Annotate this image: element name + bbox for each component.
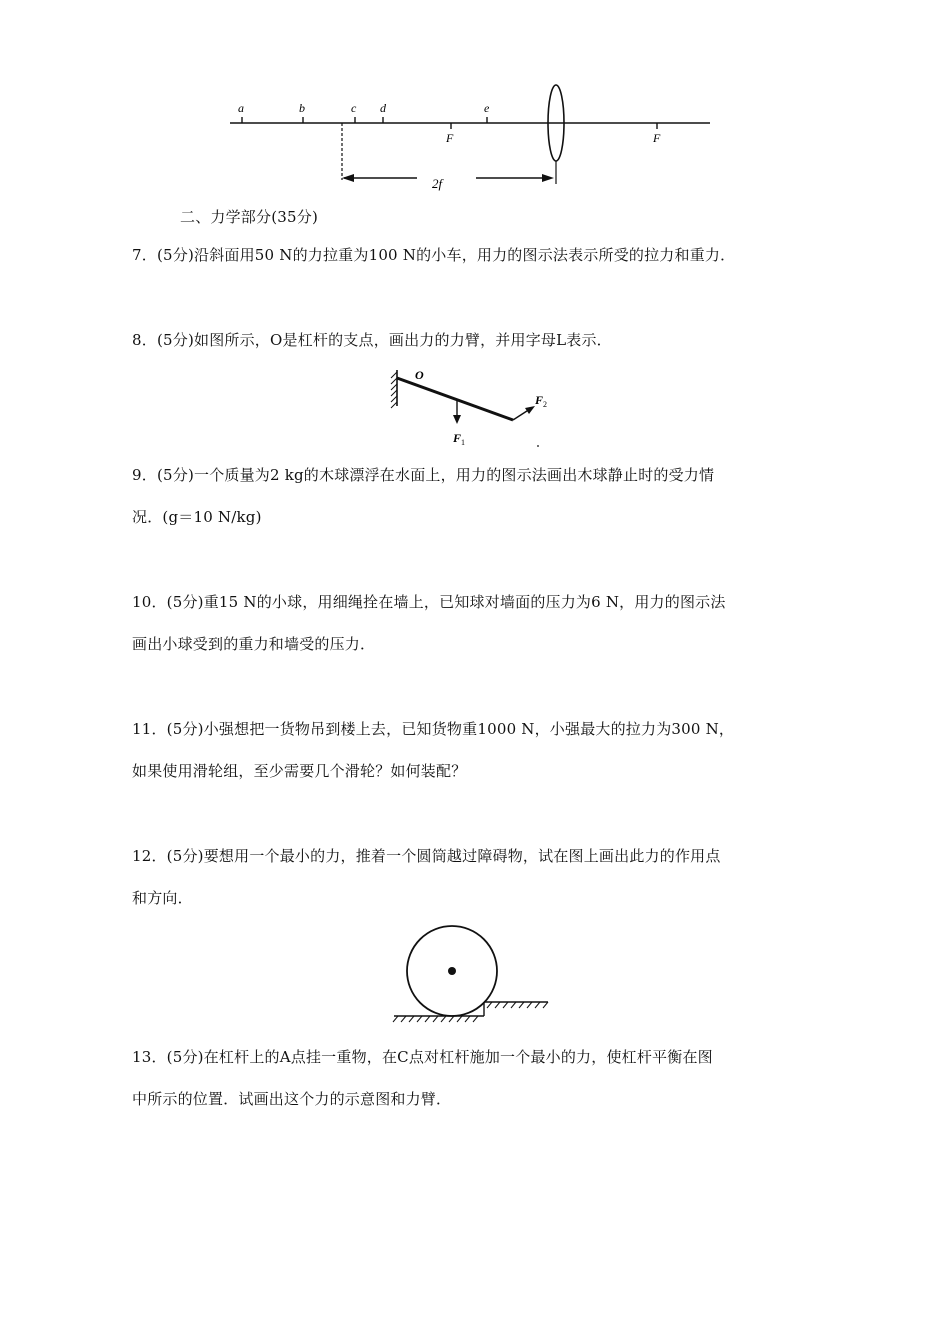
- question-9-line-2: 况．(g＝10 N/kg): [132, 508, 262, 526]
- force-f1-arrowhead: [453, 415, 461, 424]
- question-12-line-1: 12．(5分)要想用一个最小的力，推着一个圆筒越过障碍物，试在图上画出此力的作用点: [132, 847, 721, 865]
- label-d: d: [380, 101, 386, 115]
- question-12-line-2: 和方向．: [132, 889, 193, 907]
- question-11-line-2: 如果使用滑轮组，至少需要几个滑轮？如何装配？: [132, 762, 467, 780]
- cylinder-center: [448, 967, 456, 975]
- wall-hatching: [391, 372, 397, 408]
- f1-subscript: 1: [461, 438, 465, 447]
- label-focal-left: F: [446, 131, 454, 145]
- f2-label: F: [535, 393, 544, 407]
- label-e: e: [484, 101, 490, 115]
- section-heading: 二、力学部分(35分): [180, 208, 318, 226]
- label-focal-right: F: [653, 131, 661, 145]
- question-10-line-1: 10．(5分)重15 N的小球，用细绳拴在墙上，已知球对墙面的压力为6 N，用力的图示法: [132, 593, 726, 611]
- question-10-line-2: 画出小球受到的重力和墙受的压力．: [132, 635, 376, 653]
- lever-diagram: [385, 362, 565, 452]
- arrowhead-left: [342, 174, 354, 182]
- ground-high-hatching: [487, 1002, 548, 1008]
- f1-label: F: [453, 431, 462, 445]
- ground-low-hatching: [393, 1016, 478, 1022]
- label-b: b: [299, 101, 305, 115]
- question-13-line-2: 中所示的位置．试画出这个力的示意图和力臂．: [132, 1090, 452, 1108]
- question-8-line-1: 8．(5分)如图所示，O是杠杆的支点，画出力的力臂，并用字母L表示．: [132, 331, 612, 349]
- f2-subscript: 2: [543, 400, 547, 409]
- question-9-line-1: 9．(5分)一个质量为2 kg的木球漂浮在水面上，用力的图示法画出木球静止时的受力情: [132, 466, 715, 484]
- cylinder-diagram: [390, 925, 555, 1025]
- question-11-line-1: 11．(5分)小强想把一货物吊到楼上去，已知货物重1000 N，小强最大的拉力为300 N，: [132, 720, 735, 738]
- label-c: c: [351, 101, 357, 115]
- stray-dot: [537, 445, 539, 447]
- question-13-line-1: 13．(5分)在杠杆上的A点挂一重物，在C点对杠杆施加一个最小的力，使杠杆平衡在图: [132, 1048, 713, 1066]
- arrowhead-right: [542, 174, 554, 182]
- force-f2-arrowhead: [525, 406, 535, 414]
- question-7-line-1: 7．(5分)沿斜面用50 N的力拉重为100 N的小车，用力的图示法表示所受的拉力和重力．: [132, 246, 736, 264]
- pivot-label: O: [415, 368, 424, 382]
- lens-diagram: [220, 80, 720, 195]
- label-a: a: [238, 101, 244, 115]
- label-2f: 2f: [432, 176, 443, 191]
- lever-bar: [397, 378, 513, 420]
